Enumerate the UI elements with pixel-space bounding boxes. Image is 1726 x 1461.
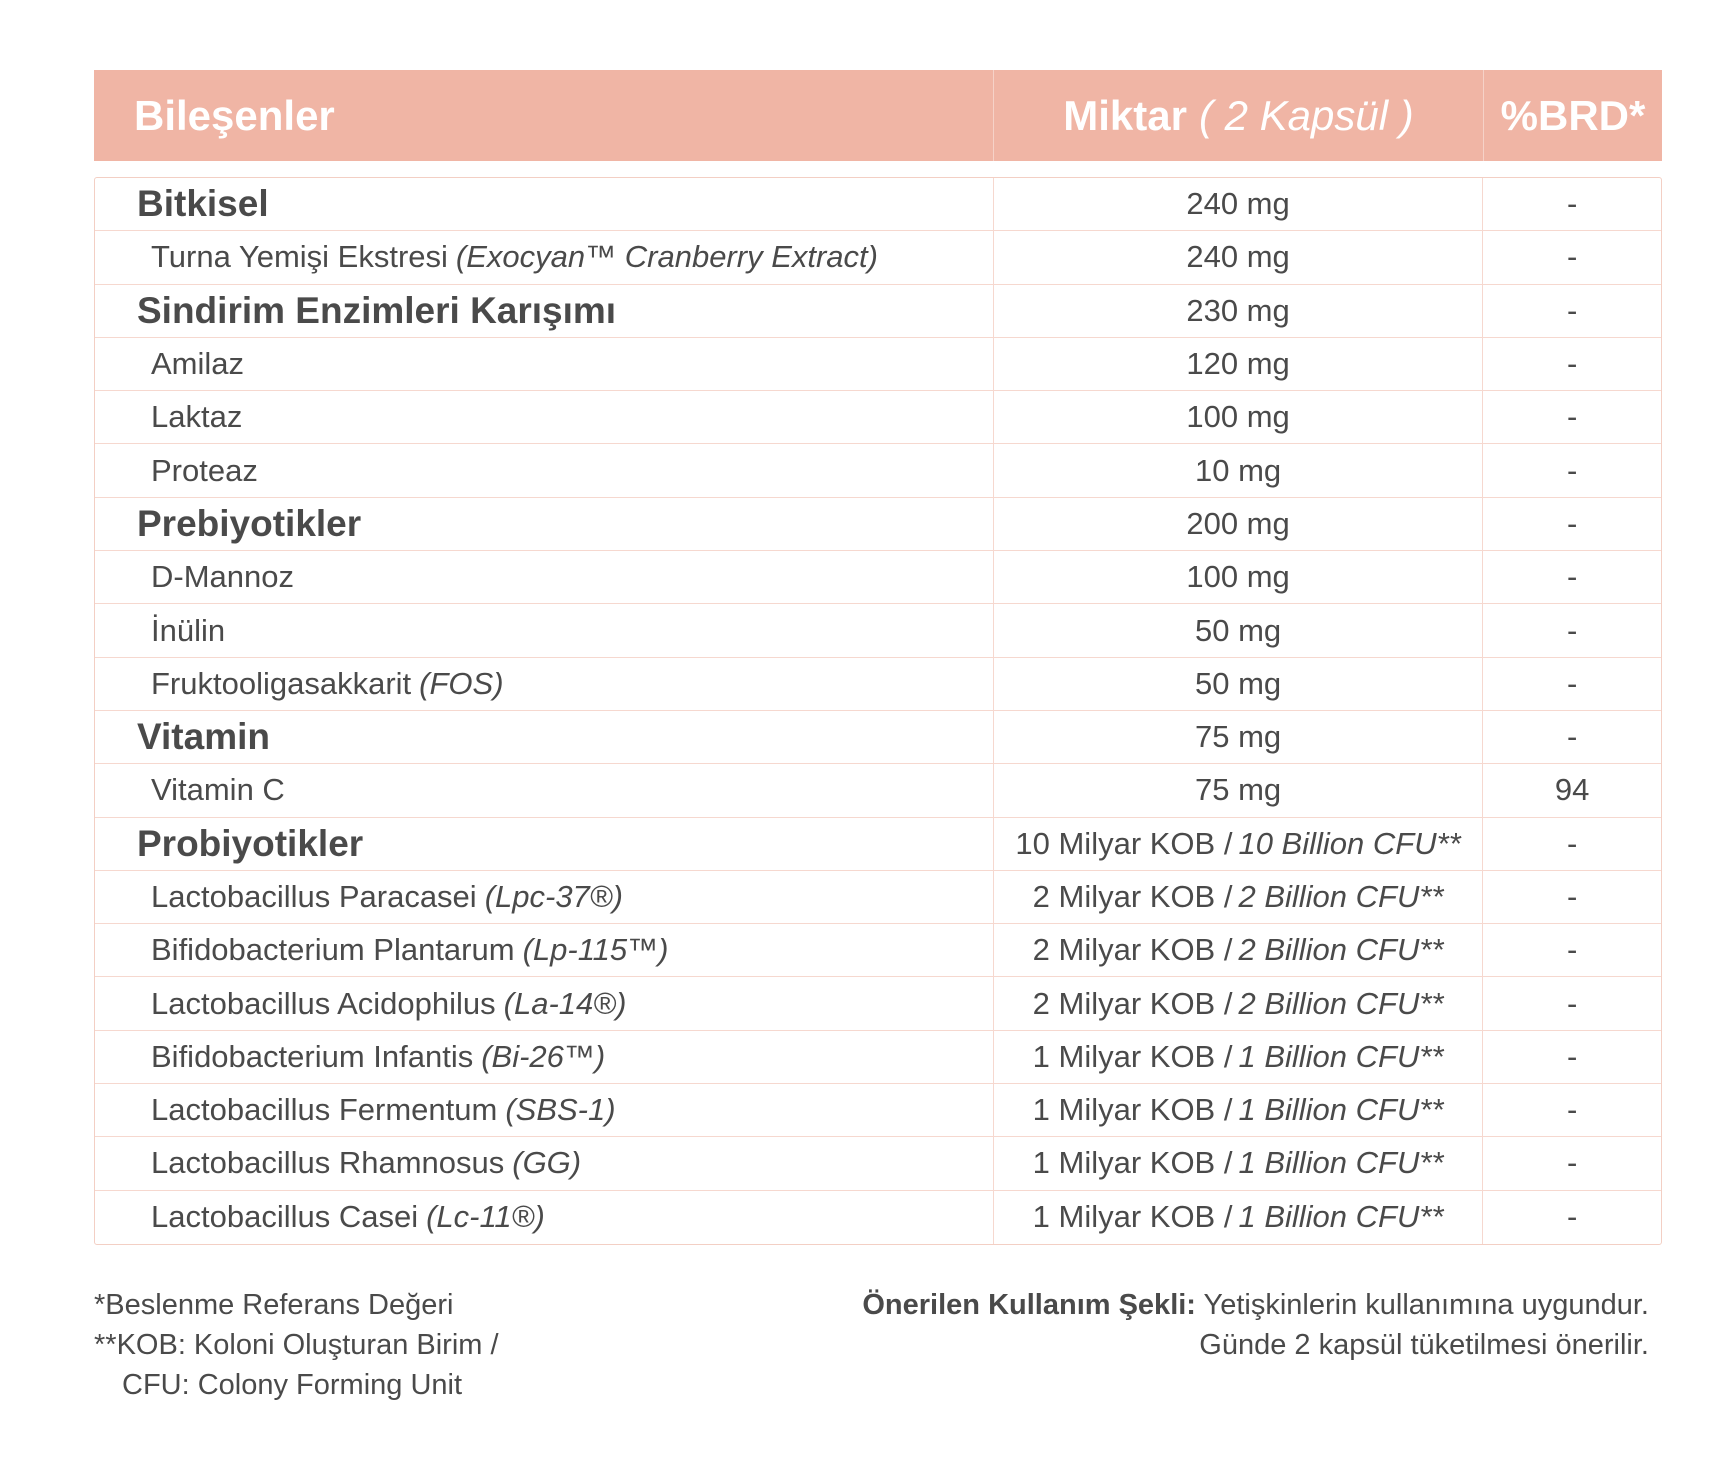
ingredient-detail: (Bi-26™): [481, 1038, 606, 1074]
table-row: [95, 391, 1661, 444]
ingredient-name: Prebiyotikler: [137, 502, 362, 544]
ingredient-name: Fruktooligasakkarit: [151, 665, 412, 701]
amount-value: 75 mg: [1194, 719, 1282, 755]
amount-english: 10 Billion CFU**: [1238, 825, 1461, 861]
ingredient-name-cell: [95, 818, 993, 870]
amount-value: 240 mg: [1186, 239, 1290, 275]
amount-cell: [993, 551, 1482, 603]
amount-value: 2 Milyar KOB /: [1032, 932, 1233, 968]
brd-value: -: [1482, 178, 1661, 230]
table-row: [95, 924, 1661, 977]
footnote-brd: *Beslenme Referans Değeri: [94, 1289, 454, 1321]
ingredient-name: Lactobacillus Fermentum: [151, 1092, 498, 1128]
amount-value: 120 mg: [1186, 346, 1290, 382]
ingredient-name: Lactobacillus Rhamnosus: [151, 1145, 505, 1181]
amount-cell: [993, 977, 1482, 1029]
ingredient-name: Bitkisel: [137, 183, 269, 225]
amount-value: 230 mg: [1186, 292, 1290, 328]
brd-value: -: [1482, 1191, 1661, 1244]
ingredient-name-cell: [95, 764, 993, 816]
table-row: [95, 338, 1661, 391]
ingredient-name: Laktaz: [151, 399, 243, 435]
ingredient-name: Bifidobacterium Infantis: [151, 1038, 474, 1074]
amount-english: 2 Billion CFU**: [1238, 985, 1444, 1021]
amount-value: 1 Milyar KOB /: [1032, 1038, 1233, 1074]
footnotes: [94, 1285, 499, 1405]
brd-value: -: [1482, 711, 1661, 763]
amount-value: 240 mg: [1186, 186, 1290, 222]
brd-value: 94: [1482, 764, 1661, 816]
ingredient-detail: (Lp-115™): [522, 932, 669, 968]
usage-line-1: [862, 1285, 1649, 1325]
amount-value: 50 mg: [1194, 665, 1282, 701]
brd-value: -: [1482, 604, 1661, 656]
amount-cell: [993, 764, 1482, 816]
brd-value: -: [1482, 231, 1661, 283]
amount-value: 100 mg: [1186, 399, 1290, 435]
ingredient-name-cell: [95, 1031, 993, 1083]
amount-english: 1 Billion CFU**: [1238, 1199, 1444, 1235]
ingredient-name-cell: [95, 285, 993, 337]
table-row: [95, 1137, 1661, 1190]
brd-value: -: [1482, 658, 1661, 710]
brd-value: -: [1482, 1084, 1661, 1136]
brd-value: -: [1482, 285, 1661, 337]
ingredient-detail: (Lc-11®): [426, 1199, 545, 1235]
amount-english: 1 Billion CFU**: [1238, 1092, 1444, 1128]
ingredient-detail: (FOS): [419, 665, 504, 701]
ingredient-name-cell: [95, 1137, 993, 1189]
ingredient-name-cell: [95, 711, 993, 763]
amount-english: 1 Billion CFU**: [1238, 1145, 1444, 1181]
ingredient-name: Probiyotikler: [137, 822, 364, 864]
table-row: [95, 1084, 1661, 1137]
ingredient-name-cell: [95, 658, 993, 710]
ingredient-name-cell: [95, 1191, 993, 1244]
amount-value: 1 Milyar KOB /: [1032, 1199, 1233, 1235]
table-row: [95, 285, 1661, 338]
usage-info: [862, 1285, 1649, 1365]
amount-value: 200 mg: [1186, 505, 1290, 541]
amount-cell: [993, 231, 1482, 283]
amount-cell: [993, 1084, 1482, 1136]
table-row: [95, 1031, 1661, 1084]
amount-value: 1 Milyar KOB /: [1032, 1145, 1233, 1181]
ingredient-name: Vitamin: [137, 716, 270, 758]
ingredient-name: D-Mannoz: [151, 559, 294, 595]
amount-cell: [993, 391, 1482, 443]
brd-value: -: [1482, 1031, 1661, 1083]
ingredient-name: İnülin: [151, 612, 226, 648]
ingredient-name-cell: [95, 551, 993, 603]
table-header: [94, 70, 1662, 161]
table-row: [95, 498, 1661, 551]
ingredient-name-cell: [95, 178, 993, 230]
brd-value: -: [1482, 818, 1661, 870]
ingredient-detail: (Exocyan™ Cranberry Extract): [455, 239, 878, 275]
brd-value: -: [1482, 444, 1661, 496]
amount-cell: [993, 285, 1482, 337]
brd-value: -: [1482, 871, 1661, 923]
header-amount-sub: ( 2 Kapsül ): [1198, 91, 1414, 139]
brd-value: -: [1482, 551, 1661, 603]
ingredient-name-cell: [95, 391, 993, 443]
header-amount: [993, 70, 1483, 161]
amount-cell: [993, 444, 1482, 496]
amount-cell: [993, 711, 1482, 763]
amount-cell: [993, 658, 1482, 710]
amount-cell: [993, 818, 1482, 870]
table-row: [95, 711, 1661, 764]
ingredient-detail: (GG): [512, 1145, 582, 1181]
table-row: [95, 977, 1661, 1030]
amount-value: 50 mg: [1194, 612, 1282, 648]
footnote-cfu: CFU: Colony Forming Unit: [122, 1369, 463, 1401]
table-row: [95, 178, 1661, 231]
table-row: [95, 551, 1661, 604]
ingredient-name: Amilaz: [151, 346, 245, 382]
table-body: [94, 177, 1662, 1245]
amount-cell: [993, 1031, 1482, 1083]
ingredient-name: Sindirim Enzimleri Karışımı: [137, 289, 617, 331]
amount-english: 2 Billion CFU**: [1238, 932, 1444, 968]
amount-value: 2 Milyar KOB /: [1032, 879, 1233, 914]
amount-cell: [993, 498, 1482, 550]
table-row: [95, 818, 1661, 871]
ingredient-name: Lactobacillus Acidophilus: [151, 985, 496, 1021]
amount-cell: [993, 1191, 1482, 1244]
amount-cell: [993, 1137, 1482, 1189]
footnote-kob: **KOB: Koloni Oluşturan Birim /: [94, 1329, 499, 1361]
amount-value: 10 Milyar KOB /: [1015, 825, 1233, 861]
ingredient-name-cell: [95, 1084, 993, 1136]
amount-cell: [993, 604, 1482, 656]
table-row: [95, 604, 1661, 657]
amount-value: 10 mg: [1194, 452, 1282, 488]
header-amount-label: Miktar: [1063, 91, 1187, 139]
ingredient-name: Proteaz: [151, 452, 258, 488]
usage-label: Önerilen Kullanım Şekli:: [862, 1289, 1196, 1321]
brd-value: -: [1482, 338, 1661, 390]
table-row: [95, 444, 1661, 497]
ingredient-name: Lactobacillus Paracasei: [151, 879, 477, 914]
amount-english: 2 Billion CFU**: [1238, 879, 1444, 914]
brd-value: -: [1482, 1137, 1661, 1189]
table-row: [95, 1191, 1661, 1244]
header-ingredients: Bileşenler: [134, 91, 335, 139]
ingredient-name-cell: [95, 444, 993, 496]
table-row: [95, 658, 1661, 711]
ingredient-name: Turna Yemişi Ekstresi: [151, 239, 448, 275]
usage-line-2: Günde 2 kapsül tüketilmesi önerilir.: [1199, 1329, 1649, 1361]
amount-value: 2 Milyar KOB /: [1032, 985, 1233, 1021]
amount-cell: [993, 924, 1482, 976]
brd-value: -: [1482, 924, 1661, 976]
amount-cell: [993, 338, 1482, 390]
ingredient-name: Bifidobacterium Plantarum: [151, 932, 515, 968]
amount-value: 100 mg: [1186, 559, 1290, 595]
amount-english: 1 Billion CFU**: [1238, 1038, 1444, 1074]
amount-cell: [993, 178, 1482, 230]
table-row: [95, 231, 1661, 284]
ingredient-name-cell: [95, 498, 993, 550]
header-brd: %BRD*: [1483, 70, 1662, 161]
ingredient-name-cell: [95, 977, 993, 1029]
ingredient-detail: (Lpc-37®): [484, 879, 623, 914]
nutrition-table: [94, 70, 1662, 1245]
amount-cell: [993, 871, 1482, 923]
ingredient-name-cell: [95, 871, 993, 923]
ingredient-name-cell: [95, 604, 993, 656]
ingredient-name: Lactobacillus Casei: [151, 1199, 419, 1235]
brd-value: -: [1482, 977, 1661, 1029]
brd-value: -: [1482, 498, 1661, 550]
ingredient-detail: (SBS-1): [505, 1092, 616, 1128]
ingredient-detail: (La-14®): [503, 985, 627, 1021]
table-row: [95, 764, 1661, 817]
amount-value: 75 mg: [1194, 772, 1282, 808]
ingredient-name-cell: [95, 924, 993, 976]
table-row: [95, 871, 1661, 924]
brd-value: -: [1482, 391, 1661, 443]
amount-value: 1 Milyar KOB /: [1032, 1092, 1233, 1128]
usage-text-1: Yetişkinlerin kullanımına uygundur.: [1203, 1289, 1649, 1321]
ingredient-name-cell: [95, 338, 993, 390]
ingredient-name-cell: [95, 231, 993, 283]
ingredient-name: Vitamin C: [151, 772, 285, 808]
